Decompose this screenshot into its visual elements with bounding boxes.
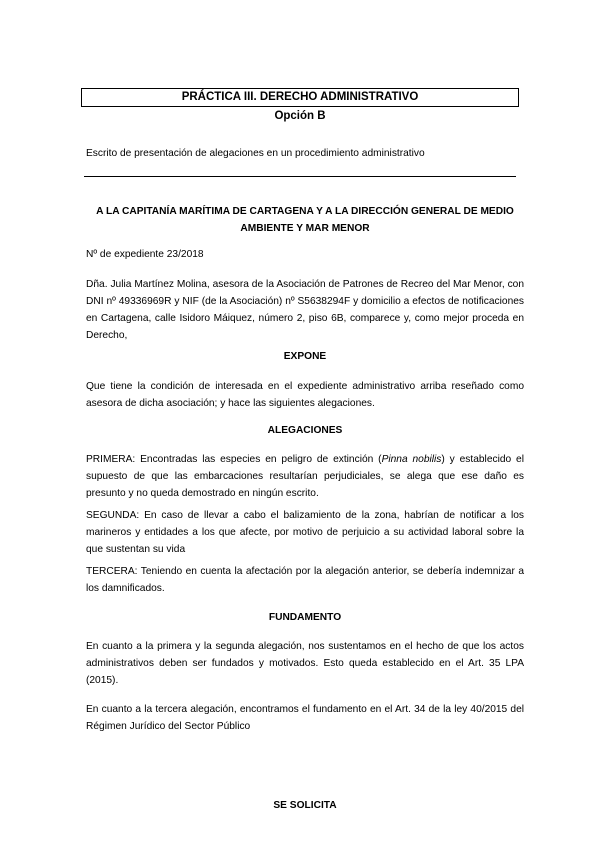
expone-heading: EXPONE [283, 351, 327, 362]
alegacion-tercera: TERCERA: Teniendo en cuenta la afectación por la alegación anterior, se debería indemnizar a los damnificados. [86, 566, 524, 594]
option-label: Opción B [274, 110, 326, 122]
alegacion-segunda: SEGUNDA: En caso de llevar a cabo el balizamiento de la zona, habrían de notificar a los marineros y entidades a los que afecte, por motivo de perjuicio a su actividad laboral sobre la que sustentan su vida [86, 510, 524, 555]
subject-divider [84, 176, 516, 177]
fundamento-heading: FUNDAMENTO [268, 612, 342, 623]
expone-paragraph: Que tiene la condición de interesada en el expediente administrativo arriba reseñado como asesora de dicha asociación; y hace las siguientes alegaciones. [86, 381, 524, 409]
intro-paragraph: Dña. Julia Martínez Molina, asesora de la Asociación de Patrones de Recreo del Mar Menor, con DNI nº 49336969R y NIF (de la Asociación) nº S5638294F y domicilio a efectos de notificaciones en Cartagena, calle Isidoro Máiquez, número 2, piso 6B, comparece y, como mejor proceda en Derecho, [86, 279, 524, 341]
addressee: A LA CAPITANÍA MARÍTIMA DE CARTAGENA Y A LA DIRECCIÓN GENERAL DE MEDIO AMBIENTE Y MAR MENOR [96, 206, 514, 234]
expediente-number: Nº de expediente 23/2018 [86, 249, 204, 260]
fundamento-paragraph-1: En cuanto a la primera y la segunda alegación, nos sustentamos en el hecho de que los actos administrativos deben ser fundados y motivados. Esto queda establecido en el Art. 35 LPA (2015). [86, 641, 524, 686]
primera-text-after: ) y establecido el supuesto de que las embarcaciones resultarían perjudiciales, se alega que ese daño es presunto y no queda demostrado en ningún escrito. [86, 454, 524, 499]
fundamento-paragraph-2: En cuanto a la tercera alegación, encontramos el fundamento en el Art. 34 de la ley 40/2015 del Régimen Jurídico del Sector Público [86, 704, 524, 732]
document-title: PRÁCTICA III. DERECHO ADMINISTRATIVO [81, 88, 519, 107]
document-subject: Escrito de presentación de alegaciones en un procedimiento administrativo [86, 148, 425, 159]
alegacion-primera [86, 451, 524, 502]
solicita-heading: SE SOLICITA [273, 800, 337, 811]
species-name: Pinna nobilis [381, 454, 442, 465]
alegaciones-heading: ALEGACIONES [267, 425, 343, 436]
primera-text-before: PRIMERA: Encontradas las especies en peligro de extinción ( [86, 454, 382, 465]
